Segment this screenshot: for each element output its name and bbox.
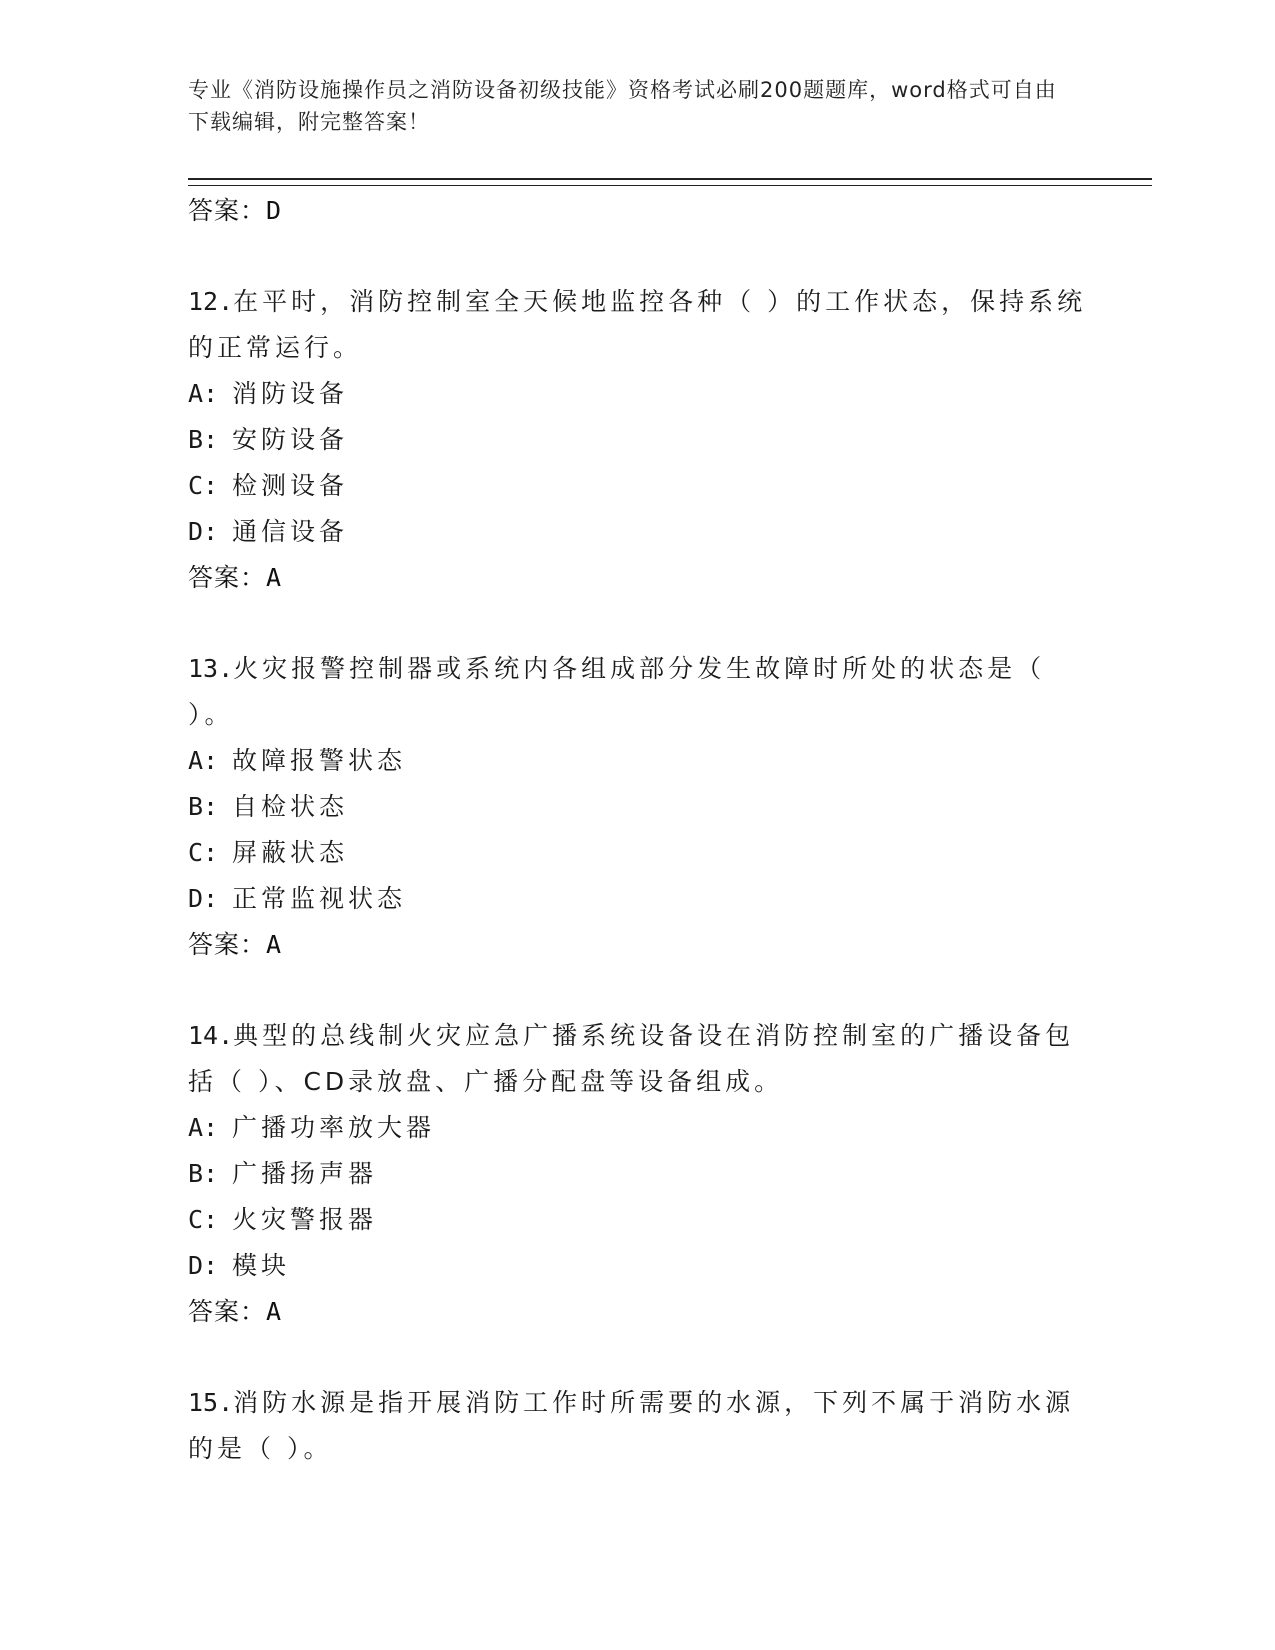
question-stem bbox=[188, 1013, 1088, 1105]
question-stem bbox=[188, 646, 1088, 738]
question-number: 13. bbox=[188, 654, 234, 683]
option-c bbox=[188, 463, 1088, 509]
question-text: 在平时，消防控制室全天候地监控各种（ ）的工作状态，保持系统的正常运行。 bbox=[188, 287, 1087, 362]
spacer bbox=[188, 1335, 1088, 1380]
answer-value: A bbox=[266, 930, 283, 959]
spacer bbox=[188, 234, 1088, 279]
question-answer bbox=[188, 922, 1088, 968]
question-12 bbox=[188, 279, 1088, 601]
answer-label: 答案： bbox=[188, 930, 267, 959]
option-text: 消防设备 bbox=[232, 379, 349, 408]
option-letter: A: bbox=[188, 1113, 219, 1142]
option-text: 检测设备 bbox=[232, 471, 349, 500]
option-c bbox=[188, 1197, 1088, 1243]
answer-label: 答案： bbox=[188, 563, 267, 592]
option-letter: C: bbox=[188, 471, 219, 500]
spacer bbox=[188, 601, 1088, 646]
option-letter: B: bbox=[188, 425, 219, 454]
question-14 bbox=[188, 1013, 1088, 1335]
question-answer bbox=[188, 1289, 1088, 1335]
option-letter: A: bbox=[188, 379, 219, 408]
question-answer bbox=[188, 555, 1088, 601]
question-text: 消防水源是指开展消防工作时所需要的水源，下列不属于消防水源的是（ ）。 bbox=[188, 1388, 1075, 1463]
question-text: 典型的总线制火灾应急广播系统设备设在消防控制室的广播设备包括（ ）、CD录放盘、广播分配盘等设备组成。 bbox=[188, 1021, 1075, 1096]
option-d bbox=[188, 876, 1088, 922]
option-b bbox=[188, 1151, 1088, 1197]
option-b bbox=[188, 784, 1088, 830]
question-13 bbox=[188, 646, 1088, 968]
option-text: 通信设备 bbox=[232, 517, 349, 546]
previous-answer bbox=[188, 188, 1088, 234]
document-header: 专业《消防设施操作员之消防设备初级技能》资格考试必刷200题题库，word格式可自由下载编辑，附完整答案！ bbox=[188, 78, 1057, 134]
option-text: 火灾警报器 bbox=[232, 1205, 378, 1234]
answer-value: D bbox=[266, 196, 283, 225]
option-a bbox=[188, 1105, 1088, 1151]
option-text: 模块 bbox=[232, 1251, 291, 1280]
option-letter: C: bbox=[188, 838, 219, 867]
question-stem bbox=[188, 279, 1088, 371]
option-b bbox=[188, 417, 1088, 463]
option-letter: D: bbox=[188, 1251, 219, 1280]
question-number: 12. bbox=[188, 287, 234, 316]
question-number: 14. bbox=[188, 1021, 234, 1050]
option-a bbox=[188, 371, 1088, 417]
option-letter: B: bbox=[188, 1159, 219, 1188]
question-list bbox=[188, 188, 1088, 1472]
option-letter: C: bbox=[188, 1205, 219, 1234]
option-letter: A: bbox=[188, 746, 219, 775]
question-15 bbox=[188, 1380, 1088, 1472]
question-text: 火灾报警控制器或系统内各组成部分发生故障时所处的状态是（ ）。 bbox=[188, 654, 1046, 729]
question-stem bbox=[188, 1380, 1088, 1472]
answer-label: 答案： bbox=[188, 196, 267, 225]
option-d bbox=[188, 1243, 1088, 1289]
option-d bbox=[188, 509, 1088, 555]
option-letter: B: bbox=[188, 792, 219, 821]
option-c bbox=[188, 830, 1088, 876]
option-text: 正常监视状态 bbox=[232, 884, 407, 913]
option-a bbox=[188, 738, 1088, 784]
option-text: 故障报警状态 bbox=[232, 746, 407, 775]
option-text: 安防设备 bbox=[232, 425, 349, 454]
answer-label: 答案： bbox=[188, 1297, 267, 1326]
option-letter: D: bbox=[188, 517, 219, 546]
question-number: 15. bbox=[188, 1388, 234, 1417]
answer-value: A bbox=[266, 1297, 283, 1326]
answer-value: A bbox=[266, 563, 283, 592]
spacer bbox=[188, 968, 1088, 1013]
option-text: 屏蔽状态 bbox=[232, 838, 349, 867]
header-divider bbox=[188, 178, 1152, 186]
option-text: 广播功率放大器 bbox=[232, 1113, 436, 1142]
option-text: 广播扬声器 bbox=[232, 1159, 378, 1188]
option-letter: D: bbox=[188, 884, 219, 913]
option-text: 自检状态 bbox=[232, 792, 349, 821]
